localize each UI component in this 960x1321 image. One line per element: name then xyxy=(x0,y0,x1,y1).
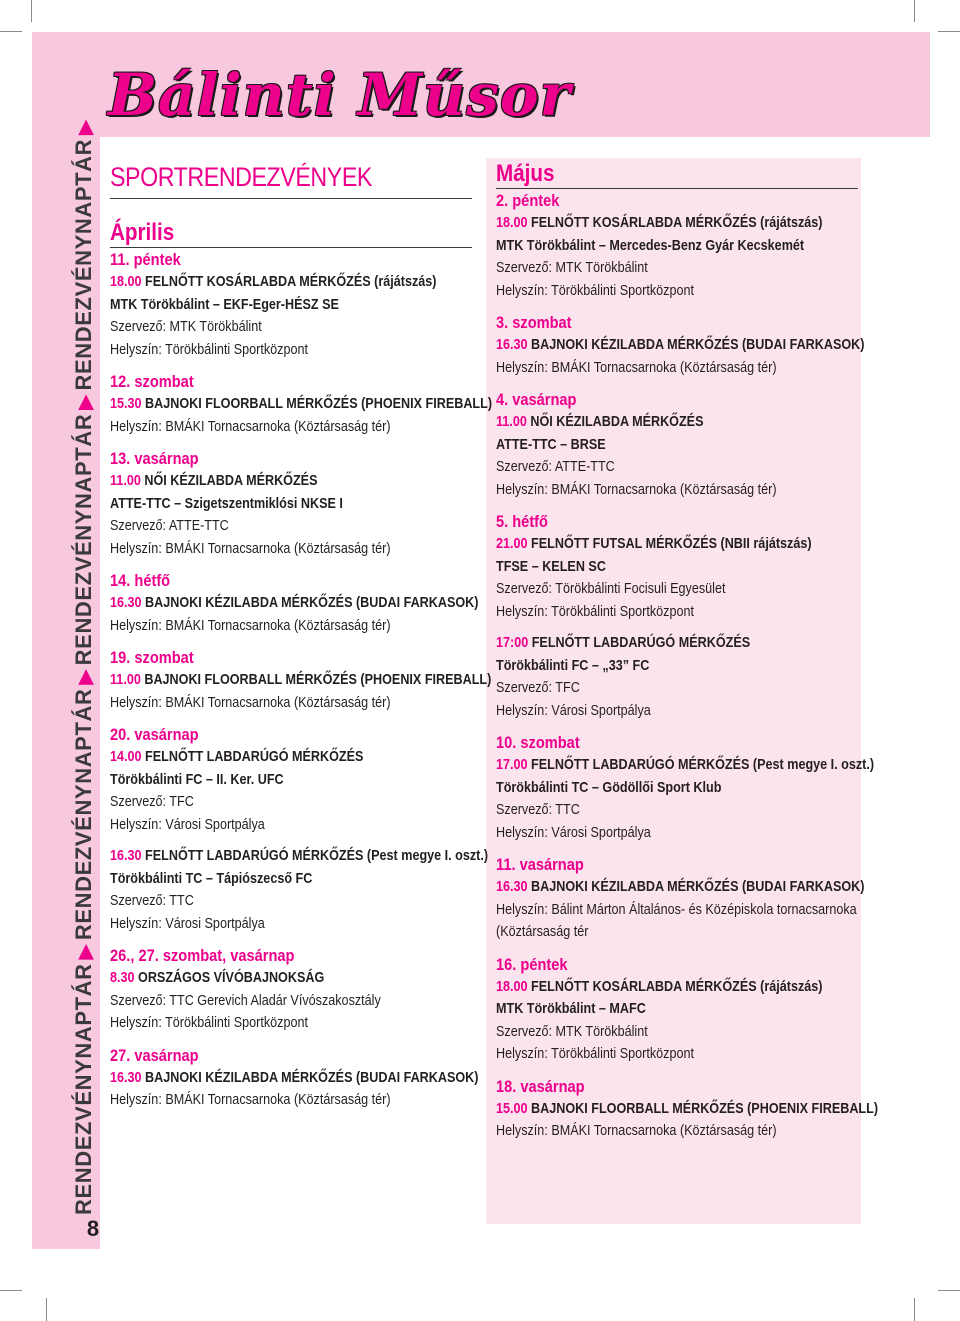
event-line xyxy=(496,822,803,845)
event-line xyxy=(496,976,823,999)
event-detail: Szervező: ATTE-TTC xyxy=(110,517,229,534)
event-day: 10. szombat xyxy=(496,733,580,752)
event-detail: Szervező: TFC xyxy=(110,793,194,810)
event-line xyxy=(110,615,417,638)
month-title: Május xyxy=(496,160,555,187)
event-line xyxy=(110,868,417,891)
event-title: BAJNOKI FLOORBALL MÉRKŐZÉS (PHOENIX FIREBALL) xyxy=(145,395,493,412)
event-day: 3. szombat xyxy=(496,313,572,332)
event-detail: Helyszín: BMÁKI Tornacsarnoka (Köztársaság tér) xyxy=(110,539,391,557)
event-line xyxy=(496,998,803,1021)
triangle-right-icon: ▶ xyxy=(75,944,96,960)
event-teams: ATTE-TTC – BRSE xyxy=(496,435,606,453)
event-line xyxy=(496,899,857,922)
event-line xyxy=(496,456,803,479)
event-day: 20. vasárnap xyxy=(110,725,199,744)
event-title: NŐI KÉZILABDA MÉRKŐZÉS xyxy=(530,413,704,430)
event-line xyxy=(496,655,803,678)
event-detail: Helyszín: Bálint Márton Általános- és Középiskola tornacsarnoka xyxy=(496,900,857,918)
event-title: FELNŐTT KOSÁRLABDA MÉRKŐZÉS (rájátszás) xyxy=(531,977,823,995)
event-line xyxy=(496,212,823,235)
event-detail: Helyszín: BMÁKI Tornacsarnoka (Köztársaság tér) xyxy=(110,417,391,435)
event-detail: Helyszín: BMÁKI Tornacsarnoka (Köztársaság tér) xyxy=(496,1122,777,1139)
event-line xyxy=(496,257,803,280)
spacer xyxy=(496,722,862,731)
event-line xyxy=(110,1012,417,1035)
event-time: 8.30 xyxy=(110,969,135,986)
event-line xyxy=(496,876,865,899)
triangle-right-icon: ▶ xyxy=(75,669,96,685)
event-day: 16. péntek xyxy=(496,954,568,974)
event-line xyxy=(110,990,417,1013)
event-title: BAJNOKI KÉZILABDA MÉRKŐZÉS (BUDAI FARKASOK) xyxy=(145,594,479,611)
event-line xyxy=(110,271,437,294)
event-teams: MTK Törökbálint – Mercedes-Benz Gyár Kecskemét xyxy=(496,236,805,254)
event-detail: Szervező: TTC Gerevich Aladár Vívószakosztály xyxy=(110,991,381,1009)
april-events xyxy=(110,219,493,1112)
event-line xyxy=(496,357,803,380)
crop-mark xyxy=(31,0,32,22)
spacer xyxy=(110,637,476,646)
event-line xyxy=(110,339,417,362)
section-title: SPORTRENDEZVÉNYEK xyxy=(110,162,372,192)
crop-mark xyxy=(914,1298,915,1321)
event-detail: Szervező: TTC xyxy=(496,801,580,818)
spacer xyxy=(496,1066,862,1075)
event-detail: Helyszín: Városi Sportpálya xyxy=(496,823,651,841)
event-teams: Törökbálinti TC – Tápiószecső FC xyxy=(110,869,313,887)
section-divider xyxy=(110,198,472,199)
event-time: 16.30 xyxy=(110,1068,142,1086)
event-line xyxy=(496,280,803,303)
event-time: 16.30 xyxy=(496,336,528,353)
event-detail: Helyszín: Törökbálinti Sportközpont xyxy=(496,602,694,620)
spacer xyxy=(496,844,862,853)
side-word: RENDEZVÉNYNAPTÁR xyxy=(71,138,96,391)
event-day: 2. péntek xyxy=(496,191,560,210)
event-time: 15.30 xyxy=(110,395,142,412)
event-detail: Szervező: MTK Törökbálint xyxy=(110,318,262,335)
event-line xyxy=(110,845,489,868)
event-line xyxy=(110,592,479,615)
event-title: BAJNOKI FLOORBALL MÉRKŐZÉS (PHOENIX FIREBALL) xyxy=(144,671,492,688)
event-title: FELNŐTT FUTSAL MÉRKŐZÉS (NBII rájátszás) xyxy=(531,535,812,552)
crop-mark xyxy=(46,1298,47,1321)
event-time: 18.00 xyxy=(496,214,528,231)
event-line xyxy=(496,1021,803,1044)
event-line xyxy=(496,1043,803,1066)
crop-mark xyxy=(938,31,960,32)
event-teams: Törökbálinti FC – II. Ker. UFC xyxy=(110,770,284,788)
event-line xyxy=(110,316,417,339)
crop-mark xyxy=(914,0,915,22)
event-line xyxy=(110,692,417,715)
event-line xyxy=(110,416,417,439)
side-word: RENDEZVÉNYNAPTÁR xyxy=(71,963,96,1215)
event-title: FELNŐTT LABDARÚGÓ MÉRKŐZÉS (Pest megye I. oszt.) xyxy=(145,847,489,864)
event-day: 11. vasárnap xyxy=(496,855,584,874)
event-detail: Szervező: TTC xyxy=(110,892,194,909)
event-detail: Helyszín: Törökbálinti Sportközpont xyxy=(110,340,308,358)
event-time: 16.30 xyxy=(496,878,528,895)
spacer xyxy=(110,935,476,944)
page-title: Bálinti Műsor xyxy=(108,61,572,129)
event-teams: MTK Törökbálint – MAFC xyxy=(496,1000,646,1017)
event-day: 19. szombat xyxy=(110,648,194,667)
event-time: 17.00 xyxy=(496,756,528,773)
event-line xyxy=(110,294,417,317)
spacer xyxy=(496,302,862,311)
event-line xyxy=(496,921,803,944)
event-line xyxy=(496,754,875,777)
spacer xyxy=(496,501,862,510)
april-column xyxy=(110,160,493,1112)
crop-mark xyxy=(0,31,22,32)
event-line xyxy=(496,677,803,700)
event-line xyxy=(496,601,803,624)
event-time: 21.00 xyxy=(496,535,528,552)
spacer xyxy=(110,560,476,569)
event-day: 5. hétfő xyxy=(496,512,548,531)
crop-mark xyxy=(0,1290,22,1291)
crop-mark xyxy=(938,1290,960,1291)
event-line xyxy=(496,799,803,822)
event-line xyxy=(110,913,417,936)
event-line xyxy=(110,470,417,493)
event-title: BAJNOKI FLOORBALL MÉRKŐZÉS (PHOENIX FIREBALL) xyxy=(531,1099,879,1117)
event-detail: Szervező: TFC xyxy=(496,679,580,696)
spacer xyxy=(496,623,862,632)
event-line xyxy=(496,533,812,556)
spacer xyxy=(110,714,476,723)
event-time: 17:00 xyxy=(496,634,529,651)
event-line xyxy=(496,632,803,655)
event-line xyxy=(110,769,417,792)
event-title: NŐI KÉZILABDA MÉRKŐZÉS xyxy=(144,472,318,489)
event-time: 14.00 xyxy=(110,748,142,765)
event-detail: Szervező: Törökbálinti Focisuli Egyesület xyxy=(496,580,726,597)
event-day: 4. vasárnap xyxy=(496,390,577,409)
event-detail: Helyszín: BMÁKI Tornacsarnoka (Köztársaság tér) xyxy=(496,358,777,376)
event-line xyxy=(110,393,493,416)
event-line xyxy=(110,493,417,516)
event-title: FELNŐTT KOSÁRLABDA MÉRKŐZÉS (rájátszás) xyxy=(531,214,823,231)
event-line xyxy=(496,1120,803,1143)
event-line xyxy=(110,669,492,692)
side-word: RENDEZVÉNYNAPTÁR xyxy=(71,688,96,941)
event-time: 11.00 xyxy=(110,671,141,688)
event-line xyxy=(110,515,417,538)
event-line xyxy=(496,1098,879,1121)
event-detail: Szervező: MTK Törökbálint xyxy=(496,259,648,276)
event-detail: Helyszín: BMÁKI Tornacsarnoka (Köztársaság tér) xyxy=(110,693,391,711)
event-title: FELNŐTT LABDARÚGÓ MÉRKŐZÉS xyxy=(531,634,751,651)
event-day: 18. vasárnap xyxy=(496,1076,585,1096)
event-day: 13. vasárnap xyxy=(110,449,199,468)
event-title: FELNŐTT LABDARÚGÓ MÉRKŐZÉS xyxy=(145,748,364,765)
event-detail: Helyszín: Városi Sportpálya xyxy=(110,815,265,833)
event-line xyxy=(110,890,417,913)
event-teams: MTK Törökbálint – EKF-Eger-HÉSZ SE xyxy=(110,295,339,313)
month-title: Április xyxy=(110,219,175,246)
event-line xyxy=(496,556,803,579)
event-detail: Helyszín: Városi Sportpálya xyxy=(110,914,265,932)
event-detail: Helyszín: Törökbálinti Sportközpont xyxy=(110,1014,308,1031)
event-detail: Helyszín: BMÁKI Tornacsarnoka (Köztársaság tér) xyxy=(110,1091,391,1108)
event-line xyxy=(496,777,803,800)
event-time: 11.00 xyxy=(110,472,141,489)
event-detail: Szervező: MTK Törökbálint xyxy=(496,1022,648,1040)
spacer xyxy=(110,1035,476,1044)
event-teams: Törökbálinti FC – „33” FC xyxy=(496,656,650,674)
spacer xyxy=(496,379,862,388)
spacer xyxy=(496,944,862,953)
event-time: 11.00 xyxy=(496,413,527,430)
event-detail: Helyszín: BMÁKI Tornacsarnoka (Köztársaság tér) xyxy=(110,616,391,634)
spacer xyxy=(110,438,476,447)
event-line xyxy=(110,746,417,769)
side-word: RENDEZVÉNYNAPTÁR xyxy=(71,413,96,666)
event-line xyxy=(496,411,803,434)
event-title: ORSZÁGOS VÍVÓBAJNOKSÁG xyxy=(138,969,325,986)
triangle-right-icon: ▶ xyxy=(75,119,96,135)
spacer xyxy=(110,836,476,845)
event-title: BAJNOKI KÉZILABDA MÉRKŐZÉS (BUDAI FARKASOK) xyxy=(531,336,865,353)
event-line xyxy=(496,578,803,601)
event-title: FELNŐTT KOSÁRLABDA MÉRKŐZÉS (rájátszás) xyxy=(145,273,437,290)
event-title: BAJNOKI KÉZILABDA MÉRKŐZÉS (BUDAI FARKASOK) xyxy=(531,878,865,895)
event-line xyxy=(110,791,417,814)
event-detail: Szervező: ATTE-TTC xyxy=(496,458,615,475)
event-line xyxy=(496,434,803,457)
event-detail: Helyszín: Törökbálinti Sportközpont xyxy=(496,1045,694,1062)
event-line xyxy=(110,1067,479,1090)
event-title: BAJNOKI KÉZILABDA MÉRKŐZÉS (BUDAI FARKASOK) xyxy=(145,1068,479,1086)
event-time: 18.00 xyxy=(496,977,528,995)
event-line xyxy=(496,235,803,258)
event-line xyxy=(110,967,417,990)
event-day: 12. szombat xyxy=(110,372,194,391)
event-detail: Helyszín: BMÁKI Tornacsarnoka (Köztársaság tér) xyxy=(496,480,777,498)
event-time: 15.00 xyxy=(496,1099,528,1117)
event-teams: TFSE – KELEN SC xyxy=(496,557,606,575)
spacer xyxy=(110,361,476,370)
event-detail: (Köztársaság tér xyxy=(496,923,589,940)
event-teams: Törökbálinti TC – Gödöllői Sport Klub xyxy=(496,778,722,796)
event-teams: ATTE-TTC – Szigetszentmiklósi NKSE I xyxy=(110,494,343,512)
event-line xyxy=(110,538,417,561)
may-events xyxy=(496,160,879,1143)
event-day: 11. péntek xyxy=(110,250,181,269)
event-line xyxy=(110,814,417,837)
side-calendar-label xyxy=(71,119,98,1215)
event-line xyxy=(496,479,803,502)
event-time: 18.00 xyxy=(110,273,142,290)
event-day: 27. vasárnap xyxy=(110,1045,199,1065)
triangle-right-icon: ▶ xyxy=(75,394,96,410)
event-time: 16.30 xyxy=(110,594,142,611)
event-line xyxy=(110,1089,417,1112)
event-time: 16.30 xyxy=(110,847,142,864)
page-number: 8 xyxy=(86,1216,100,1241)
event-day: 26., 27. szombat, vasárnap xyxy=(110,946,295,965)
event-line xyxy=(496,700,803,723)
event-title: FELNŐTT LABDARÚGÓ MÉRKŐZÉS (Pest megye I. oszt.) xyxy=(531,756,875,773)
event-line xyxy=(496,334,865,357)
event-day: 14. hétfő xyxy=(110,571,171,590)
event-detail: Helyszín: Városi Sportpálya xyxy=(496,701,651,719)
may-column xyxy=(496,160,879,1143)
event-detail: Helyszín: Törökbálinti Sportközpont xyxy=(496,281,694,299)
